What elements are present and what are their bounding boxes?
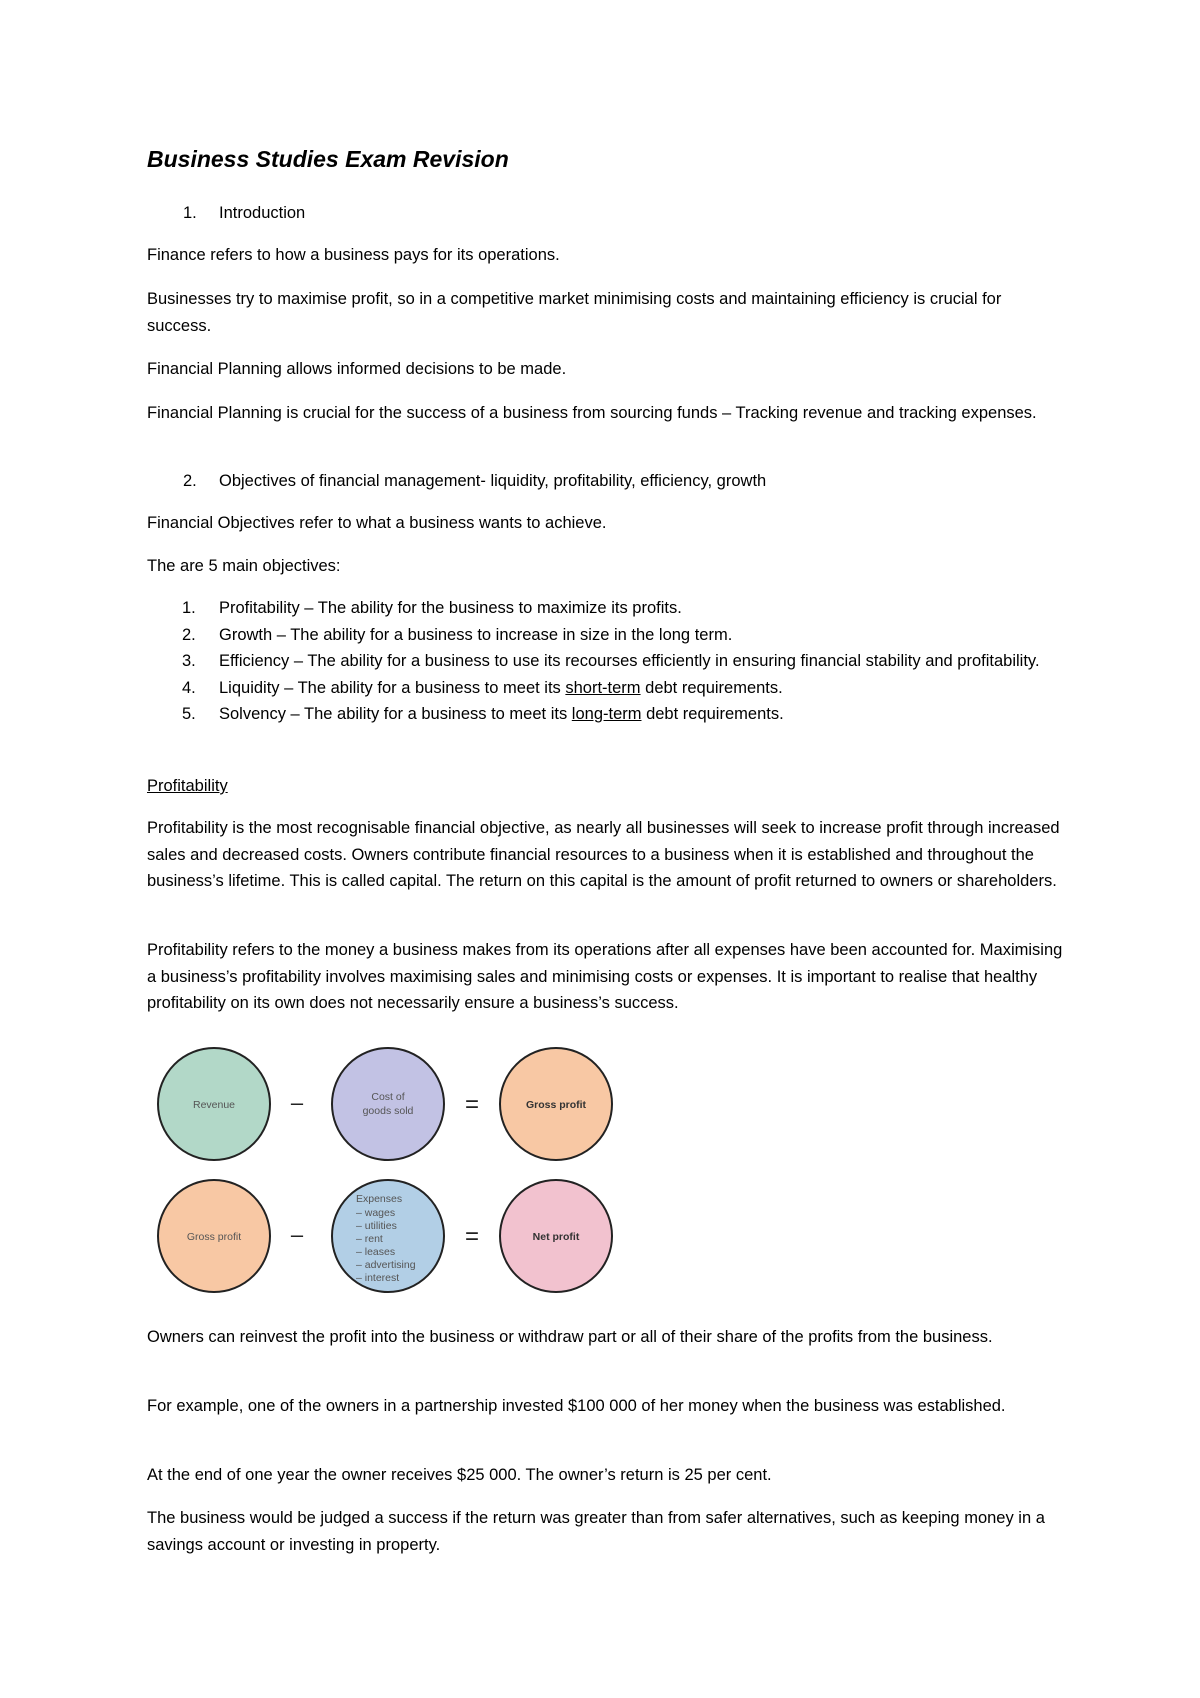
section-heading-text: Objectives of financial management- liquidity, profitability, efficiency, growth — [219, 472, 767, 490]
expenses-title: Expenses — [356, 1193, 403, 1205]
list-item-text-pre: Liquidity – The ability for a business to meet its — [219, 678, 566, 697]
list-number: 2. — [182, 625, 196, 644]
expense-item: – wages — [356, 1207, 396, 1219]
list-item — [147, 622, 1067, 649]
objectives-list — [147, 595, 1067, 728]
section-heading-objectives — [147, 468, 766, 494]
cogs-label-line1: Cost of — [371, 1091, 405, 1103]
gross-profit-label: Gross profit — [186, 1231, 242, 1243]
section-heading-text: Introduction — [219, 204, 306, 222]
gross-profit-label: Gross profit — [525, 1099, 587, 1111]
document-title: Business Studies Exam Revision — [147, 146, 509, 172]
revenue-label: Revenue — [192, 1099, 236, 1111]
expense-item: – rent — [356, 1233, 383, 1245]
underlined-term: short-term — [565, 678, 641, 697]
expense-item: – interest — [356, 1272, 400, 1284]
paragraph: For example, one of the owners in a partnership invested $100 000 of her money when the business was established. — [147, 1397, 1006, 1415]
section-number: 2. — [183, 472, 197, 490]
paragraph: Financial Objectives refer to what a business wants to achieve. — [147, 514, 607, 532]
profit-diagram — [156, 1040, 616, 1300]
paragraph: Profitability refers to the money a business makes from its operations after all expenses have been accounted for. Maximising a business’s profitability involves maximising sales and minimising costs or expenses. It is important to realise that healthy profitability on its own does not necessarily ensure a business’s success. — [147, 941, 1063, 1012]
list-item-text: Efficiency – The ability for a business to use its recourses efficiently in ensuring financial stability and profitability. — [219, 652, 1040, 670]
equals-sign: = — [464, 1091, 480, 1118]
section-heading-introduction — [147, 200, 305, 226]
paragraph: Financial Planning allows informed decisions to be made. — [147, 360, 567, 378]
paragraph: The business would be judged a success if the return was greater than from safer alternatives, such as keeping money in a savings account or investing in property. — [147, 1509, 1045, 1554]
minus-sign: – — [290, 1090, 304, 1115]
expense-item: – advertising — [356, 1259, 416, 1271]
list-item-text-post: debt requirements. — [641, 705, 784, 723]
paragraph: Financial Planning is crucial for the success of a business from sourcing funds – Tracking revenue and tracking expenses. — [147, 404, 1037, 422]
list-item-text: Growth – The ability for a business to increase in size in the long term. — [219, 625, 733, 644]
expense-item: – leases — [356, 1246, 396, 1258]
equals-sign: = — [464, 1223, 480, 1250]
list-number: 5. — [182, 705, 196, 723]
list-item — [147, 595, 1067, 622]
profitability-heading: Profitability — [147, 777, 228, 795]
paragraph: Businesses try to maximise profit, so in a competitive market minimising costs and maintaining efficiency is crucial for success. — [147, 290, 1002, 335]
expense-item: – utilities — [356, 1220, 397, 1232]
minus-sign: – — [290, 1222, 304, 1247]
paragraph: At the end of one year the owner receives $25 000. The owner’s return is 25 per cent. — [147, 1466, 772, 1484]
list-item — [147, 701, 1067, 728]
paragraph: Owners can reinvest the profit into the business or withdraw part or all of their share of the profits from the business. — [147, 1328, 993, 1346]
list-item-text-pre: Solvency – The ability for a business to meet its — [219, 705, 572, 723]
section-number: 1. — [183, 204, 197, 222]
profit-diagram-svg — [156, 1040, 616, 1300]
list-item — [147, 675, 1067, 702]
list-item — [147, 648, 1067, 675]
list-item-text: Profitability – The ability for the business to maximize its profits. — [219, 599, 682, 617]
underlined-term: long-term — [571, 705, 642, 723]
paragraph: Finance refers to how a business pays for its operations. — [147, 246, 560, 264]
paragraph: The are 5 main objectives: — [147, 557, 341, 575]
list-number: 3. — [182, 652, 196, 670]
paragraph: Profitability is the most recognisable financial objective, as nearly all businesses will seek to increase profit through increased sales and decreased costs. Owners contribute financial resources to a business when it is established and throughout the business’s lifetime. This is called capital. The return on this capital is the amount of profit returned to owners or shareholders. — [147, 819, 1060, 890]
cogs-label-line2: goods sold — [362, 1105, 414, 1117]
list-number: 4. — [182, 678, 196, 697]
list-number: 1. — [182, 599, 196, 617]
list-item-text-post: debt requirements. — [640, 678, 783, 697]
cogs-circle — [332, 1048, 444, 1160]
net-profit-label: Net profit — [532, 1231, 580, 1243]
